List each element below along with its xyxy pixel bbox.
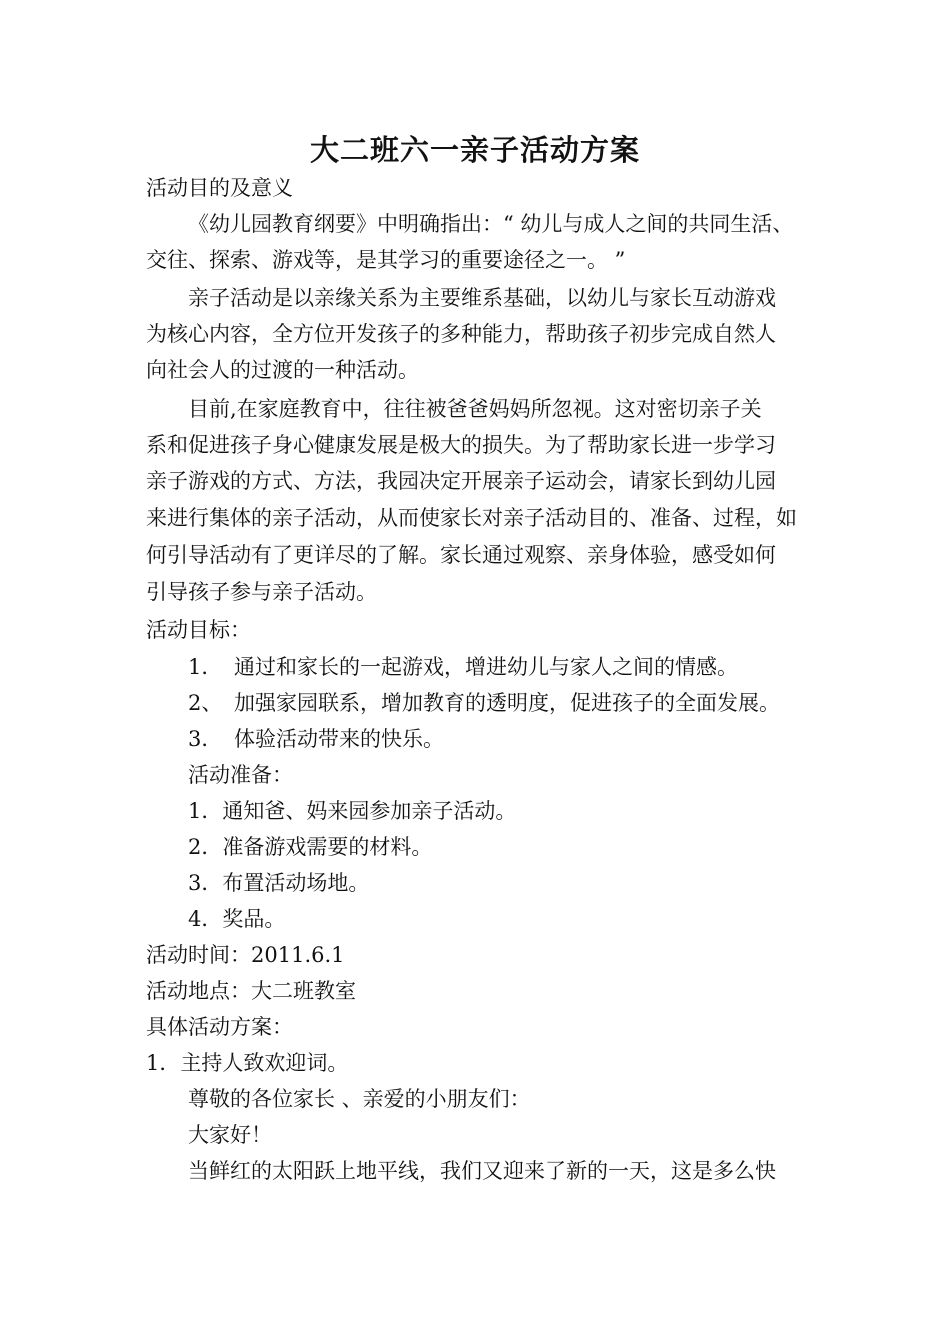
- goal-number: 1．: [188, 655, 223, 679]
- paragraph-line: 《幼儿园教育纲要》中明确指出：“ 幼儿与成人之间的共同生活、: [188, 212, 794, 236]
- activity-place: 活动地点：大二班教室: [146, 979, 356, 1003]
- purpose-heading: 活动目的及意义: [146, 176, 293, 200]
- goal-item: [188, 685, 780, 721]
- prep-item: 2．准备游戏需要的材料。: [188, 835, 433, 859]
- activity-time: 活动时间：2011.6.1: [146, 943, 345, 967]
- prep-heading: 活动准备：: [188, 763, 293, 787]
- plan-heading: 具体活动方案：: [146, 1015, 293, 1039]
- goal-number: 3．: [188, 727, 223, 751]
- paragraph-line: 亲子游戏的方式、方法，我园决定开展亲子运动会，请家长到幼儿园: [146, 469, 776, 493]
- plan-item: 1．主持人致欢迎词。: [146, 1051, 349, 1075]
- paragraph-line: 亲子活动是以亲缘关系为主要维系基础，以幼儿与家长互动游戏: [188, 286, 776, 310]
- paragraph-line: 系和促进孩子身心健康发展是极大的损失。为了帮助家长进一步学习: [146, 433, 776, 457]
- goal-item: [188, 721, 444, 757]
- prep-item: 4．奖品。: [188, 907, 286, 931]
- paragraph-line: 目前,在家庭教育中，往往被爸爸妈妈所忽视。这对密切亲子关: [188, 397, 762, 421]
- hello-line: 大家好！: [188, 1123, 272, 1147]
- goal-number: 2、: [188, 691, 223, 715]
- goal-text: 通过和家长的一起游戏，增进幼儿与家人之间的情感。: [234, 655, 738, 679]
- prep-item: 3．布置活动场地。: [188, 871, 370, 895]
- paragraph-line: 何引导活动有了更详尽的了解。家长通过观察、亲身体验，感受如何: [146, 543, 776, 567]
- goal-text: 体验活动带来的快乐。: [234, 727, 444, 751]
- paragraph-line: 交往、探索、游戏等，是其学习的重要途径之一。 ”: [146, 248, 626, 272]
- prep-item: 1．通知爸、妈来园参加亲子活动。: [188, 799, 517, 823]
- document-title: 大二班六一亲子活动方案: [309, 133, 640, 167]
- greeting-line: 尊敬的各位家长 、亲爱的小朋友们：: [188, 1087, 531, 1111]
- paragraph-line: 来进行集体的亲子活动，从而使家长对亲子活动目的、准备、过程，如: [146, 506, 797, 530]
- paragraph-line: 向社会人的过渡的一种活动。: [146, 358, 419, 382]
- paragraph-line: 为核心内容，全方位开发孩子的多种能力，帮助孩子初步完成自然人: [146, 322, 776, 346]
- goal-text: 加强家园联系，增加教育的透明度，促进孩子的全面发展。: [234, 691, 780, 715]
- paragraph-line: 当鲜红的太阳跃上地平线，我们又迎来了新的一天，这是多么快: [188, 1159, 776, 1183]
- paragraph-line: 引导孩子参与亲子活动。: [146, 580, 377, 604]
- goal-item: [188, 649, 738, 685]
- goals-heading: 活动目标：: [146, 618, 251, 642]
